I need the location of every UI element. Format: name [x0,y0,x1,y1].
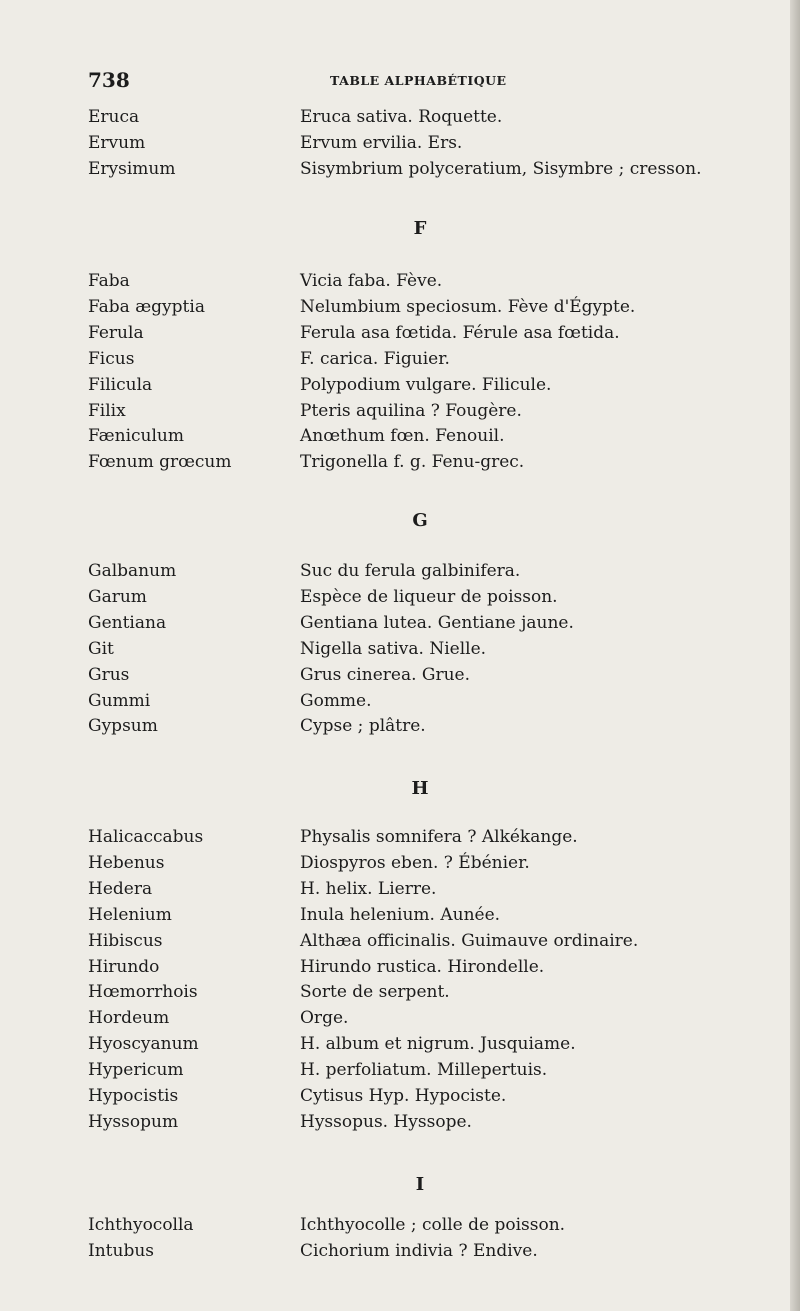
section-letter: I [415,1174,425,1195]
latin-term: Ervum [88,132,146,153]
modern-name: Eruca sativa. Roquette. [300,107,503,127]
section-letter: H [411,778,429,799]
index-entry [0,558,800,584]
index-entry [0,610,800,636]
index-entry [0,294,800,320]
modern-name: Nigella sativa. Nielle. [300,638,487,659]
latin-term: Hœmorrhois [88,982,198,1003]
index-entry [0,372,800,398]
latin-term: Hedera [88,878,153,899]
latin-term: Grus [88,664,130,685]
index-entry [0,688,800,714]
running-title: TABLE ALPHABÉTIQUE [330,73,507,88]
index-entry [0,268,800,294]
index-entry [0,1238,800,1264]
index-entry [0,824,800,850]
modern-name: Anœthum fœn. Fenouil. [300,426,505,447]
latin-term: Hordeum [88,1008,170,1029]
index-entry [0,346,800,372]
page-number: 738 [88,68,130,92]
latin-term: Hyssopum [88,1111,179,1132]
latin-term: Gypsum [88,716,158,737]
modern-name: Hirundo rustica. Hirondelle. [300,956,545,977]
latin-term: Garum [88,586,147,607]
index-entry [0,1109,800,1135]
latin-term: Hypocistis [88,1086,179,1106]
index-entry [0,1083,800,1109]
modern-name: Ichthyocolle ; colle de poisson. [300,1215,566,1235]
latin-term: Galbanum [88,561,177,581]
latin-term: Hyoscyanum [88,1034,199,1055]
modern-name: Pteris aquilina ? Fougère. [300,400,522,421]
modern-name: Gomme. [300,690,372,711]
modern-name: Physalis somnifera ? Alkékange. [300,827,578,847]
modern-name: F. carica. Figuier. [300,348,450,369]
modern-name: Orge. [300,1008,349,1029]
modern-name: Ferula asa fœtida. Férule asa fœtida. [300,322,620,343]
latin-term: Ficus [88,348,135,369]
index-entry [0,584,800,610]
modern-name: Suc du ferula galbinifera. [300,561,521,581]
latin-term: Faba ægyptia [88,296,205,317]
modern-name: Sisymbrium polyceratium, Sisymbre ; cresson. [300,158,702,179]
modern-name: Cichorium indivia ? Endive. [300,1240,538,1261]
index-entry [0,423,800,449]
latin-term: Hirundo [88,956,160,977]
index-entry [0,1212,800,1238]
index-entry [0,104,800,130]
latin-term: Gentiana [88,612,167,633]
latin-term: Filicula [88,374,153,395]
index-entry [0,398,800,424]
latin-term: Filix [88,400,126,421]
latin-term: Hebenus [88,852,165,873]
modern-name: H. perfoliatum. Millepertuis. [300,1060,548,1081]
latin-term: Eruca [88,107,140,127]
modern-name: Cytisus Hyp. Hypociste. [300,1086,507,1106]
latin-term: Ferula [88,322,144,343]
latin-term: Faba [88,271,130,291]
modern-name: Ervum ervilia. Ers. [300,132,463,153]
index-entry [0,902,800,928]
index-entry [0,320,800,346]
index-entry [0,928,800,954]
modern-name: Vicia faba. Fève. [300,271,443,291]
latin-term: Helenium [88,904,172,925]
latin-term: Halicaccabus [88,827,204,847]
section-letter: G [412,510,428,531]
latin-term: Hypericum [88,1060,184,1081]
index-entry [0,156,800,182]
modern-name: H. helix. Lierre. [300,878,437,899]
index-entry [0,876,800,902]
latin-term: Erysimum [88,158,176,179]
modern-name: Espèce de liqueur de poisson. [300,586,558,607]
modern-name: Cypse ; plâtre. [300,716,426,737]
modern-name: Althæa officinalis. Guimauve ordinaire. [300,930,639,951]
latin-term: Intubus [88,1240,154,1261]
index-entry [0,954,800,980]
latin-term: Fœnum grœcum [88,452,232,473]
modern-name: Nelumbium speciosum. Fève d'Égypte. [300,296,636,317]
index-entry [0,130,800,156]
modern-name: Hyssopus. Hyssope. [300,1111,472,1132]
section-letter: F [413,218,427,239]
index-entry [0,1057,800,1083]
modern-name: H. album et nigrum. Jusquiame. [300,1034,576,1055]
modern-name: Sorte de serpent. [300,982,450,1003]
index-entry [0,662,800,688]
modern-name: Grus cinerea. Grue. [300,664,470,685]
index-entry [0,449,800,475]
index-entry [0,1031,800,1057]
latin-term: Ichthyocolla [88,1215,194,1235]
modern-name: Inula helenium. Aunée. [300,904,501,925]
modern-name: Polypodium vulgare. Filicule. [300,374,552,395]
modern-name: Diospyros eben. ? Ébénier. [300,852,530,873]
index-entry [0,850,800,876]
latin-term: Fæniculum [88,426,184,447]
latin-term: Gummi [88,690,151,711]
index-entry [0,713,800,739]
index-entry [0,1005,800,1031]
modern-name: Trigonella f. g. Fenu-grec. [300,452,525,473]
index-entry [0,636,800,662]
modern-name: Gentiana lutea. Gentiane jaune. [300,612,574,633]
latin-term: Git [88,638,114,659]
index-entry [0,979,800,1005]
latin-term: Hibiscus [88,930,163,951]
